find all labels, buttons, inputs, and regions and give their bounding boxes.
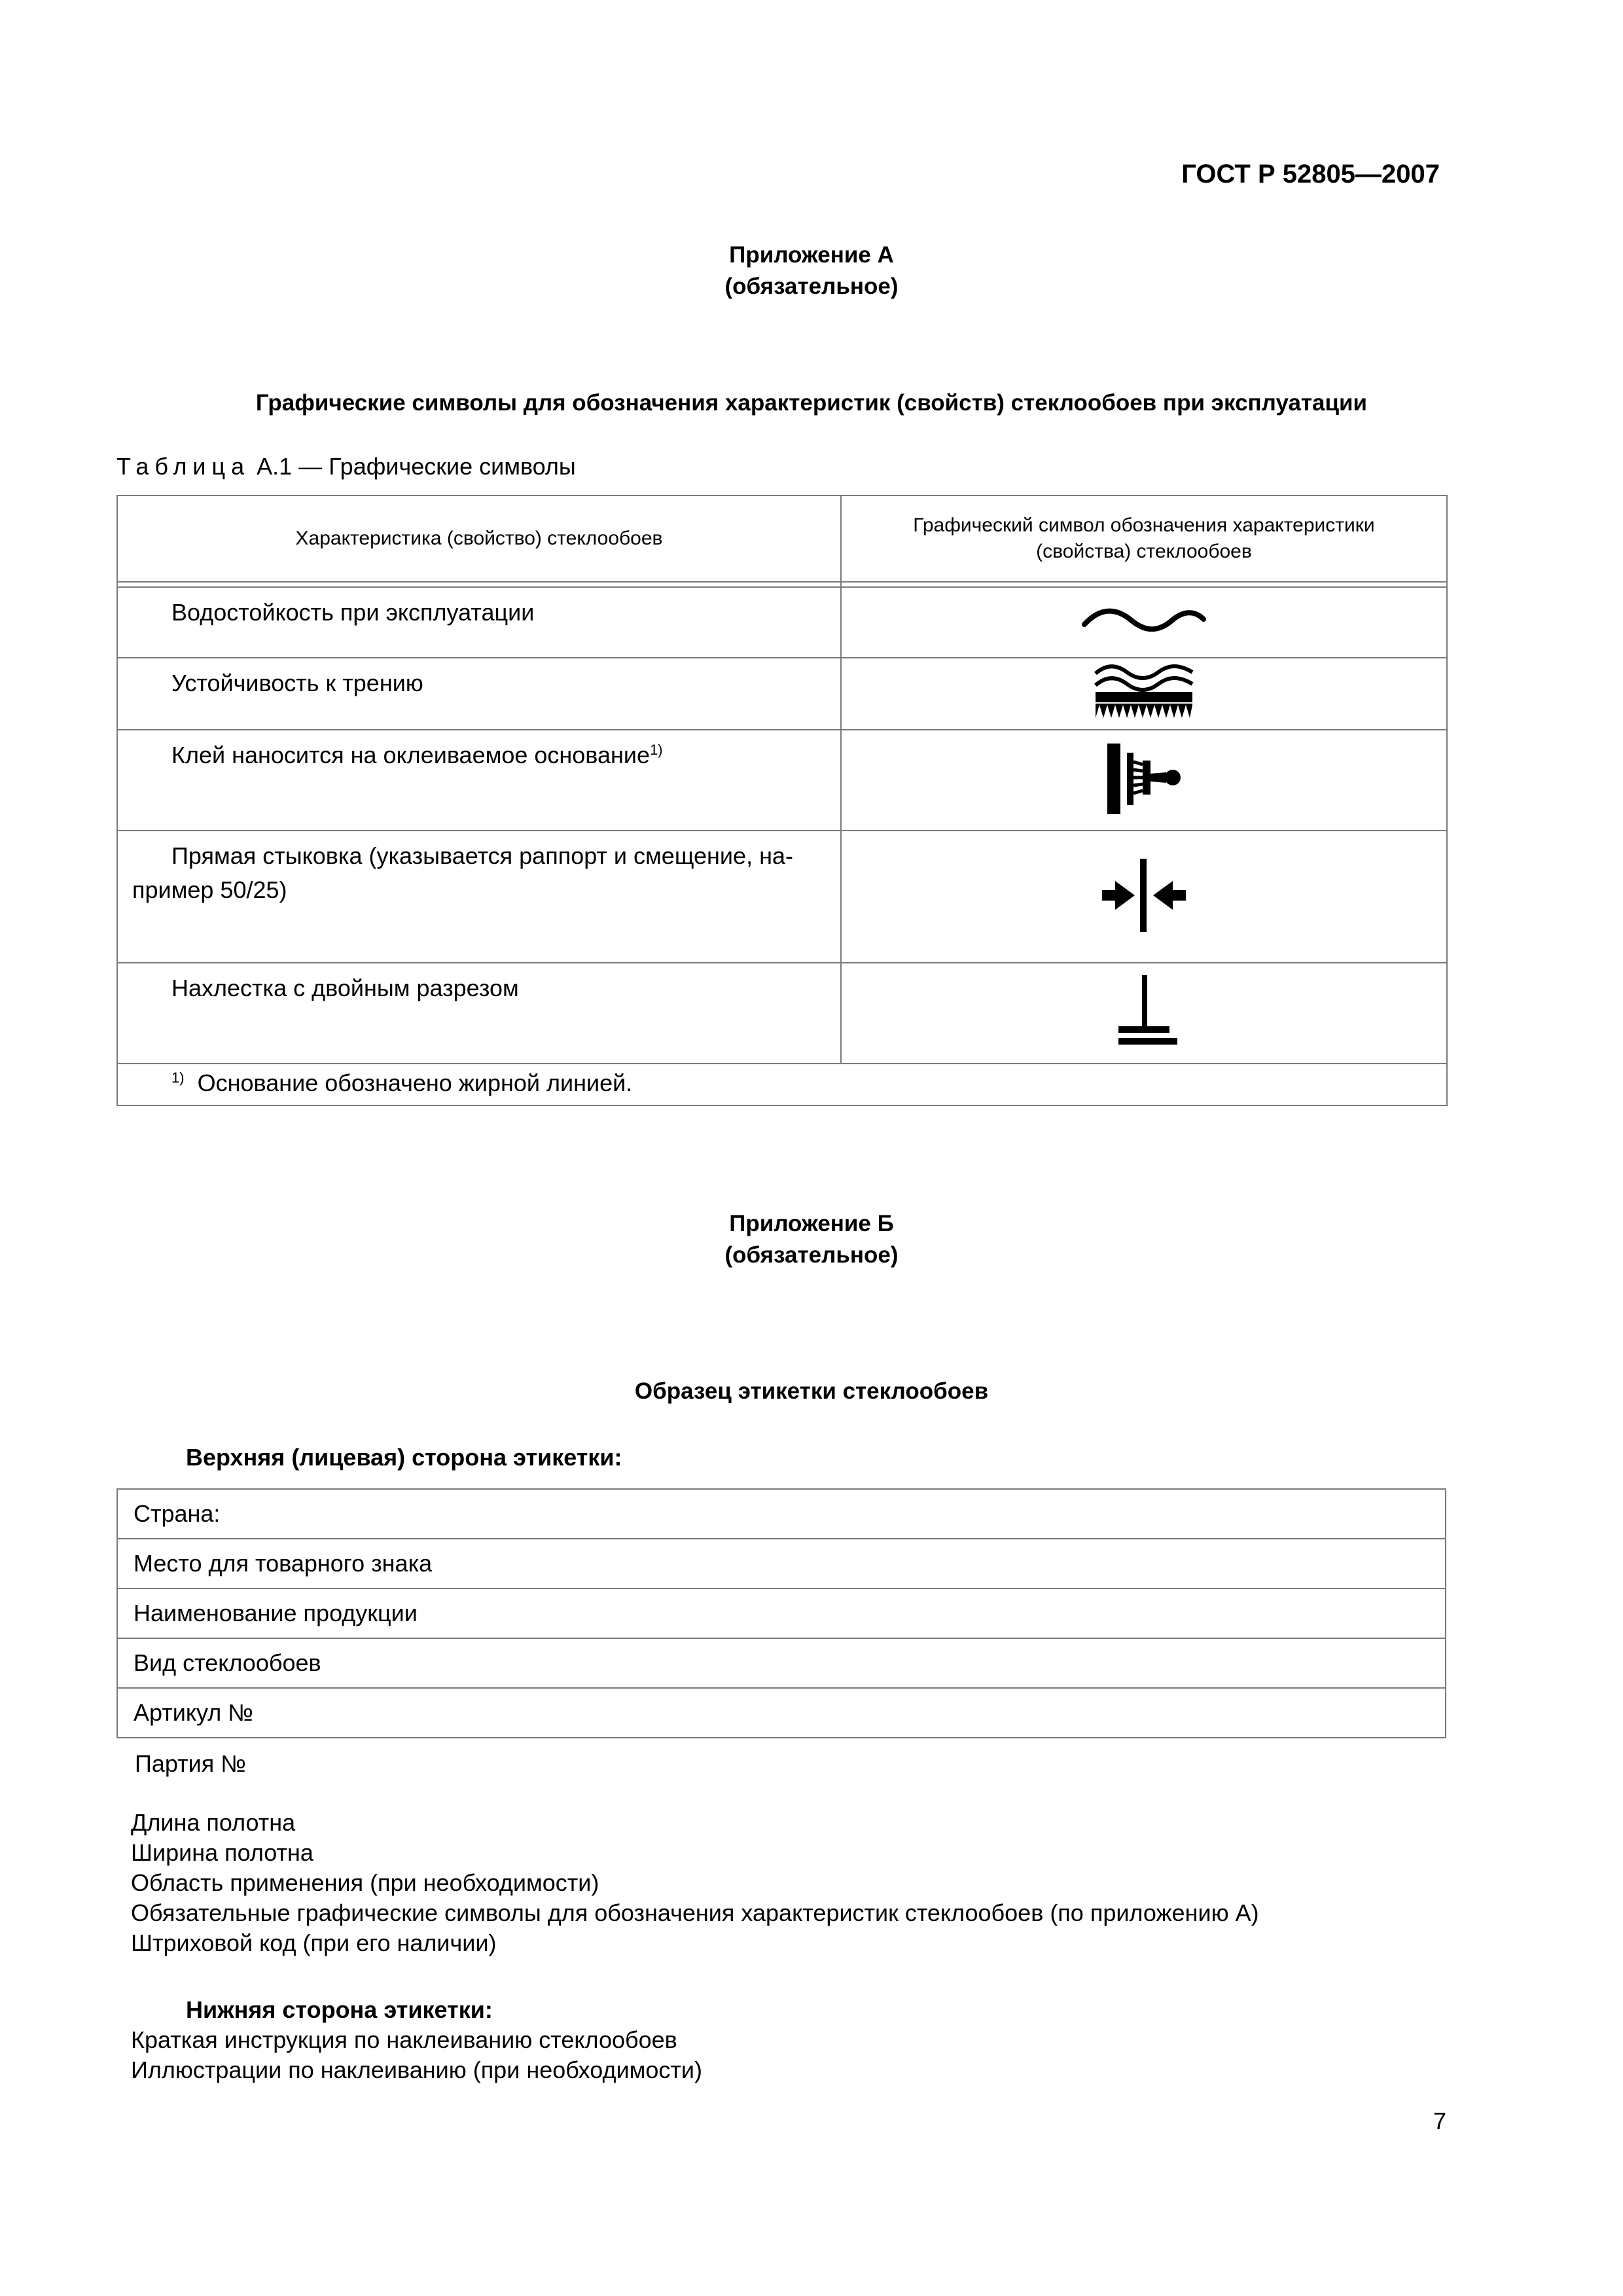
table-row (117, 831, 1447, 963)
table-caption-prefix: Таблица (116, 453, 251, 480)
characteristic-cell (117, 730, 841, 831)
field-application-area: Область применения (при необходимости) (131, 1869, 599, 1896)
field-instructions: Краткая инструкция по наклеиванию стеклообоев (131, 2026, 677, 2053)
front-side-label: Верхняя (лицевая) сторона этикетки: (186, 1444, 622, 1471)
overlap-double-cut-icon (1108, 973, 1180, 1051)
footnote-reference: 1) (650, 742, 663, 758)
characteristic-text: Нахлестка с двойным разрезом (171, 975, 519, 1001)
field-barcode: Штриховой код (при его наличии) (131, 1929, 497, 1956)
characteristic-cell (117, 658, 841, 730)
straight-match-icon (1098, 856, 1190, 935)
table-row (117, 658, 1447, 730)
symbols-heading: Графические символы для обозначения характеристик (свойств) стеклообоев при эксплуатации (255, 390, 1368, 416)
batch-field: Партия № (135, 1750, 246, 1777)
characteristic-text: Прямая стыковка (указывается раппорт и смещение, на-пример 50/25) (132, 842, 793, 903)
appendix-b-title: Приложение Б (729, 1211, 894, 1236)
footnote-text: Основание обозначено жирной линией. (197, 1069, 633, 1096)
characteristic-text: Устойчивость к трению (171, 670, 423, 696)
symbols-table (116, 495, 1448, 1106)
characteristic-cell (117, 587, 841, 658)
table-caption (116, 453, 576, 480)
characteristic-text: Водостойкость при эксплуатации (171, 599, 535, 626)
appendix-a-title: Приложение А (729, 242, 894, 268)
characteristic-text: Клей наносится на оклеиваемое основание (171, 742, 651, 768)
field-width: Ширина полотна (131, 1839, 313, 1866)
wave-icon (1082, 605, 1206, 637)
symbol-cell (841, 963, 1447, 1064)
symbol-cell (841, 658, 1447, 730)
label-field-product-name: Наименование продукции (117, 1588, 1446, 1638)
table-row (117, 963, 1447, 1064)
field-length: Длина полотна (131, 1809, 296, 1836)
footnote-mark: 1) (171, 1069, 185, 1086)
paste-the-wall-icon (1105, 740, 1183, 818)
column-header-characteristic: Характеристика (свойство) стеклообоев (117, 495, 841, 582)
label-field-trademark: Место для товарного знака (117, 1539, 1446, 1588)
label-sample-heading: Образец этикетки стеклообоев (634, 1378, 989, 1404)
document-id: ГОСТ Р 52805—2007 (1181, 160, 1440, 188)
field-graphic-symbols: Обязательные графические символы для обозначения характеристик стеклообоев (по приложению А) (131, 1899, 1259, 1926)
label-field-country: Страна: (117, 1489, 1446, 1539)
page-number: 7 (1433, 2108, 1446, 2134)
table-row (117, 587, 1447, 658)
column-header-symbol: Графический символ обозначения характеристики (свойства) стеклообоев (841, 495, 1447, 582)
symbol-cell (841, 831, 1447, 963)
table-row (117, 730, 1447, 831)
label-field-article: Артикул № (117, 1688, 1446, 1738)
characteristic-cell (117, 963, 841, 1064)
abrasion-icon (1092, 663, 1196, 722)
label-field-type: Вид стеклообоев (117, 1638, 1446, 1688)
symbol-cell (841, 730, 1447, 831)
symbol-cell (841, 587, 1447, 658)
footnote-row (117, 1064, 1447, 1105)
characteristic-cell (117, 831, 841, 963)
appendix-a-status: (обязательное) (724, 274, 899, 299)
label-fields-table (116, 1488, 1446, 1738)
footnote-cell (117, 1064, 1447, 1105)
appendix-b-status: (обязательное) (724, 1242, 899, 1268)
field-illustrations: Иллюстрации по наклеиванию (при необходимости) (131, 2056, 702, 2083)
back-side-label: Нижняя сторона этикетки: (186, 1996, 493, 2023)
table-caption-rest: А.1 — Графические символы (250, 453, 576, 480)
